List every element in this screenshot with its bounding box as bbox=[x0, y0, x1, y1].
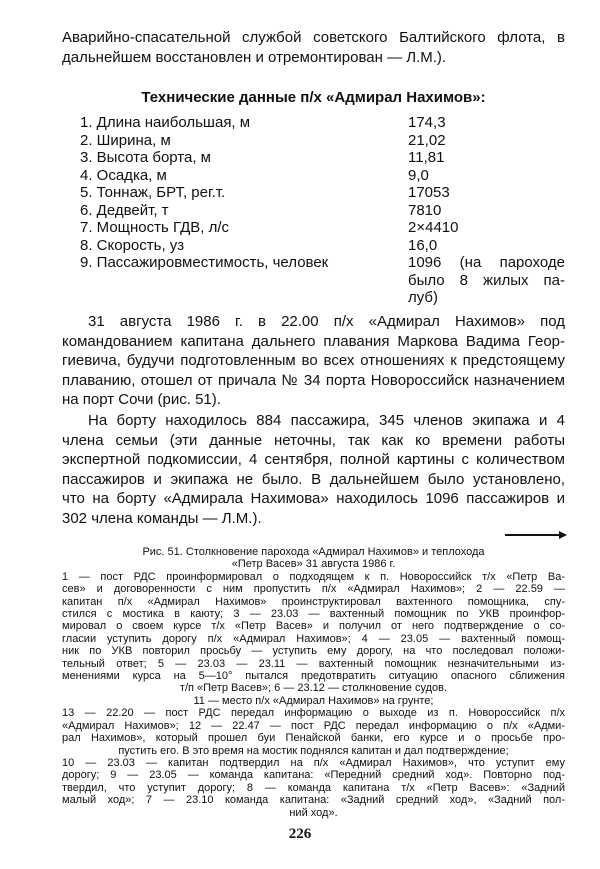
text-line: что на борту «Адмирала Нахимова» находилось 1096 пассажиров и bbox=[62, 490, 565, 507]
caption-line: рал Нахимов», который прошел буи Пенайской банки, его курсе и о просьбе про- bbox=[62, 732, 565, 745]
text-line: 31 августа 1986 г. в 22.00 п/х «Адмирал Нахимов» под bbox=[88, 313, 565, 330]
caption-line: 13 — 22.20 — пост РДС передал информацию о выходе из п. Новороссийск п/х bbox=[62, 707, 565, 720]
spec-value-line: 17053 bbox=[408, 184, 450, 201]
caption-line: гласии уступить дорогу п/х «Адмирал Нахимов»; 4 — 23.05 — вахтенный помощ- bbox=[62, 632, 565, 645]
caption-line: тельный ответ; 5 — 23.03 — 23.11 — вахтенный помощник незначительными из- bbox=[62, 657, 565, 670]
spec-value-line: 2×4410 bbox=[408, 219, 459, 236]
spec-value-line: было 8 жилых па- bbox=[408, 271, 565, 289]
text-line: члена семьи (эти данные неточны, так как ко времени работы bbox=[62, 431, 565, 449]
specs-title: Технические данные п/х «Адмирал Нахимов»: bbox=[141, 89, 486, 106]
caption-line: пустить его. В это время на мостик поднялся капитан и дал подтверждение; bbox=[118, 744, 509, 757]
spec-row bbox=[62, 237, 565, 255]
spec-value-line: 9,0 bbox=[408, 166, 429, 184]
spec-value-line: 174,3 bbox=[408, 114, 446, 131]
caption-line: 10 — 23.03 — капитан подтвердил на п/х «Адмирал Нахимов», что уступит ему bbox=[62, 756, 565, 769]
caption-line: твердил, что уступит дорогу; 8 — команда капитана т/х «Петр Васев»: «Задний bbox=[62, 781, 565, 794]
caption-line: малый ход»; 7 — 23.10 команда капитана: «Задний средний ход», «Задний пол- bbox=[62, 794, 565, 807]
spec-row bbox=[62, 149, 565, 167]
caption-line: 11 — место п/х «Адмирал Нахимов» на грунте; bbox=[193, 694, 434, 707]
spec-value bbox=[408, 167, 565, 185]
spec-value bbox=[408, 219, 565, 237]
caption-line: менениями курса на 5—10° пытался предотвратить ситуацию опасного сближения bbox=[62, 670, 565, 683]
spec-value-line: 7810 bbox=[408, 201, 442, 219]
spec-label: 5. Тоннаж, БРТ, рег.т. bbox=[80, 184, 226, 201]
caption-title-line: «Петр Васев» 31 августа 1986 г. bbox=[231, 558, 396, 571]
spec-value bbox=[408, 202, 565, 220]
spec-value-line: 21,02 bbox=[408, 131, 446, 149]
continuation-arrow-icon bbox=[505, 534, 561, 536]
spec-label: 6. Дедвейт, т bbox=[80, 201, 169, 219]
spec-label: 3. Высота борта, м bbox=[80, 149, 211, 166]
text-line: На борту находилось 884 пассажира, 345 членов экипажа и 4 bbox=[88, 412, 565, 429]
text-line: командованием капитана дальнего плавания Маркова Вадима Геор- bbox=[62, 332, 565, 350]
spec-label: 9. Пассажировместимость, человек bbox=[80, 254, 329, 271]
caption-line: «Адмирал Нахимов»; 12 — 22.47 — пост РДС передал информацию о п/х «Адми- bbox=[62, 719, 565, 732]
spec-value bbox=[408, 254, 565, 307]
page-number: 226 bbox=[288, 826, 312, 842]
text-line: на порт Сочи (рис. 51). bbox=[62, 391, 221, 408]
text-line: экспертной подкомиссии, 4 сентября, полной картины с количеством bbox=[62, 451, 565, 468]
spec-row bbox=[62, 219, 565, 237]
text-line: гиевича, будучи подготовленным во всех отношениях к предстоящему bbox=[62, 352, 565, 369]
caption-line: ник по УКВ повторил просьбу — уступить ему дорогу, на что последовал положи- bbox=[62, 645, 565, 658]
caption-line: дорогу; 9 — 23.05 — команда капитана: «Передний средний ход». Повторно под- bbox=[62, 769, 565, 782]
figure-caption bbox=[62, 546, 565, 819]
text-line: пассажиров и экипажа не было. В дальнейшем было установлено, bbox=[62, 470, 565, 488]
caption-line: т/п «Петр Васев»; 6 — 23.12 — столкновение судов. bbox=[179, 682, 448, 695]
spec-label: 1. Длина наибольшая, м bbox=[80, 114, 251, 131]
spec-value bbox=[408, 132, 565, 150]
spec-row bbox=[62, 167, 565, 185]
spec-label: 8. Скорость, уз bbox=[80, 236, 185, 254]
paragraph-onboard bbox=[62, 411, 565, 528]
caption-line: мировал о своем курсе т/х «Петр Васев» и получил от него подтверждение о со- bbox=[62, 620, 565, 633]
text-line: плаванию, отошел от причала № 34 порта Новороссийск назначением bbox=[62, 371, 565, 389]
spec-value bbox=[408, 114, 565, 132]
intro-paragraph bbox=[62, 28, 565, 67]
spec-value bbox=[408, 237, 565, 255]
caption-line: сев» и договоренности с ним пропустить п/х «Адмирал Нахимов»; 2 — 22.59 — bbox=[62, 583, 565, 596]
text-line: 302 члена команды — Л.М.). bbox=[62, 509, 262, 527]
spec-row bbox=[62, 184, 565, 202]
spec-label: 7. Мощность ГДВ, л/с bbox=[80, 219, 230, 236]
specs-table bbox=[62, 114, 565, 307]
spec-label: 4. Осадка, м bbox=[80, 166, 167, 184]
caption-line: капитан п/х «Адмирал Нахимов» проинструктировал вахтенного помощника, спу- bbox=[62, 595, 565, 608]
spec-row bbox=[62, 132, 565, 150]
caption-line: ний ход». bbox=[289, 806, 338, 819]
spec-value-line: 11,81 bbox=[408, 149, 445, 166]
caption-line: 1 — пост РДС проинформировал о подходящем к п. Новороссийск т/х «Петр Ва- bbox=[62, 570, 565, 583]
spec-row bbox=[62, 114, 565, 132]
text-line: дальнейшем восстановлен и отремонтирован — Л.М.). bbox=[62, 48, 447, 66]
spec-label: 2. Ширина, м bbox=[80, 131, 171, 149]
spec-row bbox=[62, 254, 565, 307]
caption-title-line: Рис. 51. Столкновение парохода «Адмирал Нахимов» и теплохода bbox=[142, 546, 485, 558]
spec-value bbox=[408, 184, 565, 202]
spec-value bbox=[408, 149, 565, 167]
spec-value-line: 1096 (на пароходе bbox=[408, 254, 565, 271]
spec-row bbox=[62, 202, 565, 220]
caption-line: стился с мостика в каюту; 3 — 23.03 — вахтенный помощник по УКВ проинфор- bbox=[62, 608, 565, 621]
text-line: Аварийно-спасательной службой советского Балтийского флота, в bbox=[62, 29, 565, 46]
spec-value-line: луб) bbox=[408, 289, 439, 306]
paragraph-departure bbox=[62, 312, 565, 410]
spec-value-line: 16,0 bbox=[408, 236, 438, 254]
